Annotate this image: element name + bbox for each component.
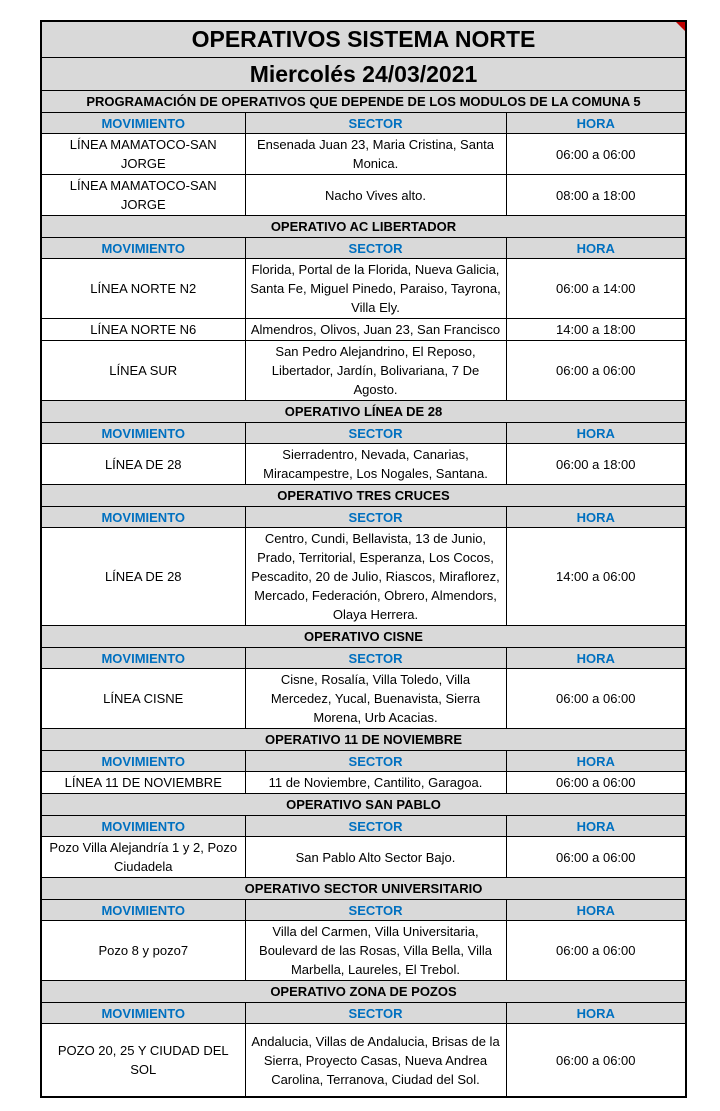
column-header-movimiento: MOVIMIENTO: [41, 238, 245, 259]
hora-cell: 06:00 a 06:00: [506, 837, 686, 878]
data-row: [41, 528, 686, 626]
data-row: [41, 175, 686, 216]
data-row: [41, 669, 686, 729]
column-header-sector: SECTOR: [245, 816, 506, 837]
section-header: OPERATIVO LÍNEA DE 28: [41, 401, 686, 423]
section-header: OPERATIVO 11 DE NOVIEMBRE: [41, 729, 686, 751]
column-header-movimiento: MOVIMIENTO: [41, 816, 245, 837]
section-header-row: [41, 729, 686, 751]
column-header-row: [41, 900, 686, 921]
column-header-row: [41, 816, 686, 837]
sector-cell: San Pablo Alto Sector Bajo.: [245, 837, 506, 878]
movimiento-cell: LÍNEA 11 DE NOVIEMBRE: [41, 772, 245, 794]
column-header-sector: SECTOR: [245, 507, 506, 528]
column-header-sector: SECTOR: [245, 1003, 506, 1024]
column-header-hora: HORA: [506, 113, 686, 134]
sector-cell: San Pedro Alejandrino, El Reposo, Libertador, Jardín, Bolivariana, 7 De Agosto.: [245, 341, 506, 401]
date-cell: [41, 58, 686, 91]
section-header-row: [41, 626, 686, 648]
sector-cell: Florida, Portal de la Florida, Nueva Galicia, Santa Fe, Miguel Pinedo, Paraiso, Tayrona, Villa Ely.: [245, 259, 506, 319]
column-header-hora: HORA: [506, 816, 686, 837]
column-header-row: [41, 238, 686, 259]
hora-cell: 06:00 a 06:00: [506, 772, 686, 794]
data-row: [41, 837, 686, 878]
movimiento-cell: POZO 20, 25 Y CIUDAD DEL SOL: [41, 1024, 245, 1098]
data-row: [41, 259, 686, 319]
column-header-sector: SECTOR: [245, 900, 506, 921]
column-header-hora: HORA: [506, 900, 686, 921]
section-header: OPERATIVO SAN PABLO: [41, 794, 686, 816]
comment-indicator-icon: [676, 22, 685, 31]
movimiento-cell: LÍNEA DE 28: [41, 444, 245, 485]
data-row: [41, 341, 686, 401]
section-header-row: [41, 794, 686, 816]
column-header-hora: HORA: [506, 751, 686, 772]
hora-cell: 06:00 a 06:00: [506, 1024, 686, 1098]
section-header-row: [41, 485, 686, 507]
column-header-sector: SECTOR: [245, 751, 506, 772]
column-header-row: [41, 507, 686, 528]
sector-cell: Centro, Cundi, Bellavista, 13 de Junio, Prado, Territorial, Esperanza, Los Cocos, Pescadito, 20 de Julio, Riascos, Miraflorez, Mercado, Federación, Obrero, Almendors, Olaya Herrera.: [245, 528, 506, 626]
movimiento-cell: Pozo Villa Alejandría 1 y 2, Pozo Ciudadela: [41, 837, 245, 878]
data-row: [41, 1024, 686, 1098]
section-header: OPERATIVO TRES CRUCES: [41, 485, 686, 507]
data-row: [41, 444, 686, 485]
data-row: [41, 134, 686, 175]
section-header-row: [41, 981, 686, 1003]
data-row: [41, 319, 686, 341]
column-header-row: [41, 423, 686, 444]
hora-cell: 06:00 a 06:00: [506, 341, 686, 401]
sector-cell: Andalucia, Villas de Andalucia, Brisas de la Sierra, Proyecto Casas, Nueva Andrea Carolina, Terranova, Ciudad del Sol.: [245, 1024, 506, 1098]
section-header: PROGRAMACIÓN DE OPERATIVOS QUE DEPENDE DE LOS MODULOS DE LA COMUNA 5: [41, 91, 686, 113]
column-header-hora: HORA: [506, 648, 686, 669]
column-header-hora: HORA: [506, 238, 686, 259]
column-header-movimiento: MOVIMIENTO: [41, 648, 245, 669]
column-header-row: [41, 1003, 686, 1024]
movimiento-cell: LÍNEA NORTE N2: [41, 259, 245, 319]
hora-cell: 14:00 a 06:00: [506, 528, 686, 626]
column-header-movimiento: MOVIMIENTO: [41, 423, 245, 444]
date-row: [41, 58, 686, 91]
column-header-hora: HORA: [506, 1003, 686, 1024]
sector-cell: 11 de Noviembre, Cantilito, Garagoa.: [245, 772, 506, 794]
section-header: OPERATIVO CISNE: [41, 626, 686, 648]
date-text: Miercolés 24/03/2021: [249, 60, 478, 87]
column-header-movimiento: MOVIMIENTO: [41, 1003, 245, 1024]
movimiento-cell: LÍNEA SUR: [41, 341, 245, 401]
column-header-row: [41, 751, 686, 772]
hora-cell: 06:00 a 18:00: [506, 444, 686, 485]
document-sheet: [40, 20, 685, 1098]
movimiento-cell: LÍNEA DE 28: [41, 528, 245, 626]
table-body: [41, 91, 686, 1098]
title-row: [41, 21, 686, 58]
section-header-row: [41, 878, 686, 900]
hora-cell: 08:00 a 18:00: [506, 175, 686, 216]
movimiento-cell: LÍNEA MAMATOCO-SAN JORGE: [41, 134, 245, 175]
sector-cell: Sierradentro, Nevada, Canarias, Miracampestre, Los Nogales, Santana.: [245, 444, 506, 485]
operativos-table: [40, 20, 687, 1098]
column-header-sector: SECTOR: [245, 423, 506, 444]
page-title: [41, 21, 686, 58]
column-header-sector: SECTOR: [245, 113, 506, 134]
column-header-movimiento: MOVIMIENTO: [41, 900, 245, 921]
movimiento-cell: LÍNEA MAMATOCO-SAN JORGE: [41, 175, 245, 216]
hora-cell: 06:00 a 06:00: [506, 134, 686, 175]
data-row: [41, 921, 686, 981]
section-header: OPERATIVO SECTOR UNIVERSITARIO: [41, 878, 686, 900]
column-header-hora: HORA: [506, 507, 686, 528]
title-text: OPERATIVOS SISTEMA NORTE: [191, 26, 536, 52]
sector-cell: Almendros, Olivos, Juan 23, San Francisco: [245, 319, 506, 341]
hora-cell: 06:00 a 06:00: [506, 921, 686, 981]
movimiento-cell: LÍNEA CISNE: [41, 669, 245, 729]
sector-cell: Nacho Vives alto.: [245, 175, 506, 216]
section-header-row: [41, 401, 686, 423]
hora-cell: 06:00 a 14:00: [506, 259, 686, 319]
column-header-row: [41, 113, 686, 134]
data-row: [41, 772, 686, 794]
hora-cell: 14:00 a 18:00: [506, 319, 686, 341]
column-header-movimiento: MOVIMIENTO: [41, 751, 245, 772]
sector-cell: Cisne, Rosalía, Villa Toledo, Villa Mercedez, Yucal, Buenavista, Sierra Morena, Urb Acacias.: [245, 669, 506, 729]
section-header: OPERATIVO AC LIBERTADOR: [41, 216, 686, 238]
movimiento-cell: Pozo 8 y pozo7: [41, 921, 245, 981]
section-header-row: [41, 216, 686, 238]
section-header-row: [41, 91, 686, 113]
sector-cell: Ensenada Juan 23, Maria Cristina, Santa Monica.: [245, 134, 506, 175]
hora-cell: 06:00 a 06:00: [506, 669, 686, 729]
column-header-movimiento: MOVIMIENTO: [41, 507, 245, 528]
section-header: OPERATIVO ZONA DE POZOS: [41, 981, 686, 1003]
column-header-sector: SECTOR: [245, 648, 506, 669]
column-header-hora: HORA: [506, 423, 686, 444]
movimiento-cell: LÍNEA NORTE N6: [41, 319, 245, 341]
sector-cell: Villa del Carmen, Villa Universitaria, Boulevard de las Rosas, Villa Bella, Villa Marbella, Laureles, El Trebol.: [245, 921, 506, 981]
column-header-sector: SECTOR: [245, 238, 506, 259]
column-header-movimiento: MOVIMIENTO: [41, 113, 245, 134]
column-header-row: [41, 648, 686, 669]
